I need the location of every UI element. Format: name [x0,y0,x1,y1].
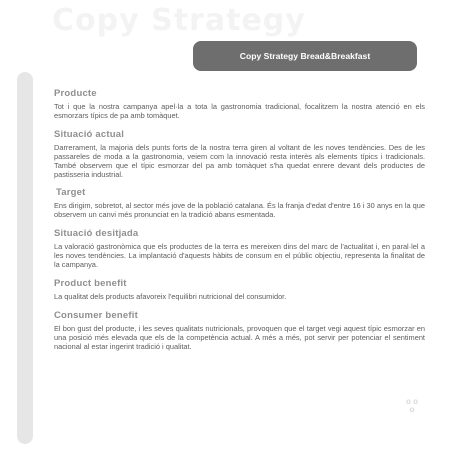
section-consumer-benefit [54,310,425,352]
section-heading: Situació desitjada [54,228,139,240]
left-decorative-stripe [17,72,33,444]
section-body: Ens dirigim, sobretot, al sector més jove de la població catalana. És la franja d'edat d'entre 16 i 30 anys en la que observem un canvi més pronunciat en la tradició abans esmentada. [54,201,425,220]
section-situacio-desitjada [54,228,425,270]
section-body: La valoració gastronòmica que els productes de la terra es mereixen dins del marc de l'actualitat i, en paral·lel a les noves tendències. La implantació d'aquests hàbits de consum en el públic objectiu, representa la finalitat de la campanya. [54,242,425,270]
section-heading: Consumer benefit [54,309,138,321]
section-heading: Situació actual [54,128,125,140]
section-heading: Producte [54,88,97,99]
section-body: Darrerament, la majoria dels punts forts de la nostra terra giren al voltant de les noves tendències. Des de les passareles de moda a la gastronomia, veiem com la innovació resta interès als elements típics i tradicionals. També observem que el típic esmorzar del pa amb tomàquet s'ha quedat enrere devant dels productes de pastisseria industrial. [54,142,425,179]
section-body: La qualitat dels products afavoreix l'equilibri nutricional del consumidor. [54,291,287,301]
page-number: o o o [406,397,418,414]
document-content [54,88,425,360]
section-product-benefit [54,278,425,302]
section-situacio-actual [54,129,425,180]
watermark-title: Copy Strategy [52,4,306,38]
section-body: El bon gust del producte, i les seves qualitats nutricionals, provoquen que el target vegi aquest típic esmorzar en una posició més elevada que els de la competència actual. A més a més, pot servir per potenciar el sentiment nacional al estar ingerint tradició i qualitat. [54,323,425,351]
section-body: Tot i que la nostra campanya apel·la a tota la gastronomia tradicional, focalitzem la nostra atenció en els esmorzars típics de pa amb tomàquet. [54,102,425,120]
header-bar [193,41,417,71]
section-target [54,187,425,220]
section-producte [54,88,425,121]
section-heading: Target [56,187,86,199]
section-heading: Product benefit [54,277,127,289]
document-title: Copy Strategy Bread&Breakfast [239,51,371,61]
